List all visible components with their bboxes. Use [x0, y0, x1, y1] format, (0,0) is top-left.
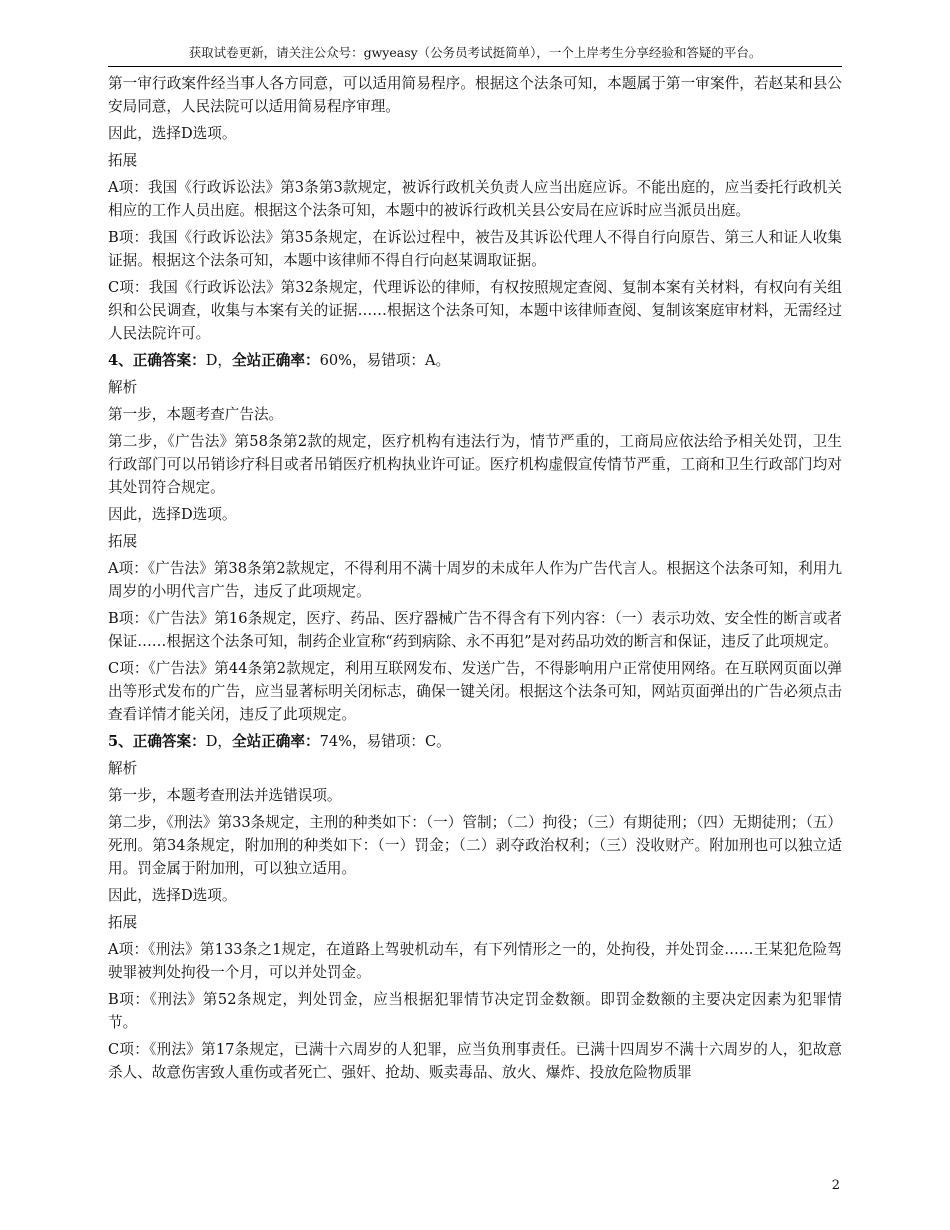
answer-label: 4、正确答案：	[108, 352, 206, 369]
paragraph: 第一步，本题考查广告法。	[108, 406, 284, 423]
page-header: 获取试卷更新，请关注公众号：gwyeasy（公务员考试挺简单），一个上岸考生分享经验和答疑的平台。	[108, 44, 842, 67]
paragraph: 因此，选择D选项。	[108, 887, 237, 904]
paragraph: 第二步，《刑法》第33条规定，主刑的种类如下：（一）管制；（二）拘役；（三）有期徒刑；（四）无期徒刑；（五）死刑。第34条规定，附加刑的种类如下：（一）罚金；（二）剥夺政治权利；（三）没收财产。附加刑也可以独立适用。罚金属于附加刑，可以独立适用。	[108, 814, 842, 877]
answer-line	[108, 349, 842, 372]
paragraph: C项：《广告法》第44条第2款规定，利用互联网发布、发送广告，不得影响用户正常使用网络。在互联网页面以弹出等形式发布的广告，应当显著标明关闭标志，确保一键关闭。根据这个法条可知，网站页面弹出的广告必须点击查看详情才能关闭，违反了此项规定。	[108, 660, 842, 723]
page-number: 2	[831, 1178, 840, 1193]
paragraph: 解析	[108, 379, 138, 396]
paragraph: 因此，选择D选项。	[108, 506, 237, 523]
paragraph: B项：我国《行政诉讼法》第35条规定，在诉讼过程中，被告及其诉讼代理人不得自行向原告、第三人和证人收集证据。根据这个法条可知，本题中该律师不得自行向赵某调取证据。	[108, 229, 842, 269]
paragraph: A项：《广告法》第38条第2款规定，不得利用不满十周岁的未成年人作为广告代言人。根据这个法条可知，利用九周岁的小明代言广告，违反了此项规定。	[108, 560, 842, 600]
paragraph: B项：《广告法》第16条规定，医疗、药品、医疗器械广告不得含有下列内容：（一）表示功效、安全性的断言或者保证……根据这个法条可知，制药企业宣称“药到病除、永不再犯”是对药品功效的断言和保证，违反了此项规定。	[108, 610, 842, 650]
paragraph: 拓展	[108, 152, 138, 169]
paragraph: 拓展	[108, 533, 138, 550]
document-body	[108, 72, 842, 1088]
paragraph: 解析	[108, 760, 138, 777]
paragraph: A项：《刑法》第133条之1规定，在道路上驾驶机动车，有下列情形之一的，处拘役，并处罚金……王某犯危险驾驶罪被判处拘役一个月，可以并处罚金。	[108, 941, 842, 981]
paragraph: 第二步，《广告法》第58条第2款的规定，医疗机构有违法行为，情节严重的，工商局应依法给予相关处罚，卫生行政部门可以吊销诊疗科目或者吊销医疗机构执业许可证。医疗机构虚假宣传情节严重，工商和卫生行政部门均对其处罚符合规定。	[108, 433, 842, 496]
accuracy-label: 全站正确率：	[232, 352, 320, 369]
paragraph: 因此，选择D选项。	[108, 125, 237, 142]
answer-line	[108, 730, 842, 753]
accuracy-value: 74%，易错项：C。	[319, 733, 451, 750]
paragraph: 第一步，本题考查刑法并选错误项。	[108, 787, 342, 804]
accuracy-value: 60%，易错项：A。	[319, 352, 451, 369]
paragraph: A项：我国《行政诉讼法》第3条第3款规定，被诉行政机关负责人应当出庭应诉。不能出庭的，应当委托行政机关相应的工作人员出庭。根据这个法条可知，本题中的被诉行政机关县公安局在应诉时应当派员出庭。	[108, 179, 842, 219]
paragraph: 拓展	[108, 914, 138, 931]
paragraph: 第一审行政案件经当事人各方同意，可以适用简易程序。根据这个法条可知，本题属于第一审案件，若赵某和县公安局同意，人民法院可以适用简易程序审理。	[108, 75, 842, 115]
paragraph: B项：《刑法》第52条规定，判处罚金，应当根据犯罪情节决定罚金数额。即罚金数额的主要决定因素为犯罪情节。	[108, 991, 842, 1031]
answer-value: D，	[205, 733, 233, 750]
paragraph: C项：《刑法》第17条规定，已满十六周岁的人犯罪，应当负刑事责任。已满十四周岁不满十六周岁的人，犯故意杀人、故意伤害致人重伤或者死亡、强奸、抢劫、贩卖毒品、放火、爆炸、投放危险物质罪	[108, 1041, 842, 1081]
accuracy-label: 全站正确率：	[232, 733, 320, 750]
answer-label: 5、正确答案：	[108, 733, 206, 750]
paragraph: C项：我国《行政诉讼法》第32条规定，代理诉讼的律师，有权按照规定查阅、复制本案有关材料，有权向有关组织和公民调查，收集与本案有关的证据……根据这个法条可知，本题中该律师查阅、复制该案庭审材料，无需经过人民法院许可。	[108, 279, 842, 342]
answer-value: D，	[205, 352, 233, 369]
